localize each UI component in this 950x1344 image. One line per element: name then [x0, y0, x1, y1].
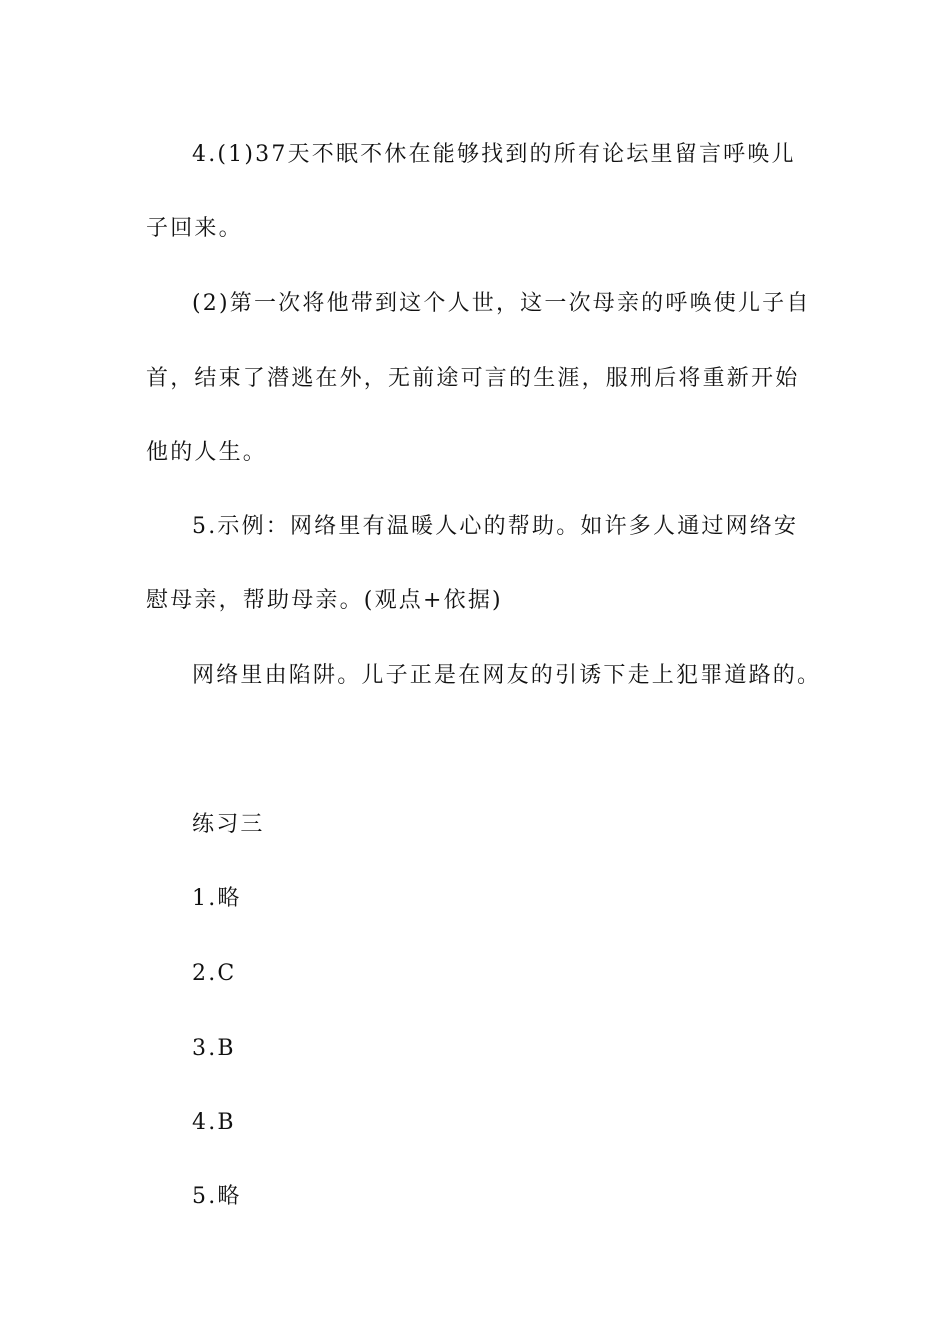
answer-item: 1.略 — [192, 886, 242, 911]
answer-item: 3.B — [192, 1036, 236, 1061]
q4-part2-line3: 他的人生。 — [146, 440, 268, 465]
q5-line3: 网络里由陷阱。儿子正是在网友的引诱下走上犯罪道路的。 — [192, 663, 822, 688]
q5-line1: 5.示例：网络里有温暖人心的帮助。如许多人通过网络安 — [192, 514, 799, 539]
answer-item: 4.B — [192, 1110, 236, 1135]
answer-item: 5.略 — [192, 1184, 242, 1209]
q4-part1-line1: 4.(1)37天不眠不休在能够找到的所有论坛里留言呼唤儿 — [192, 142, 796, 167]
q4-part1-line2: 子回来。 — [146, 216, 243, 241]
section-title: 练习三 — [192, 812, 265, 837]
q4-part2-line1: (2)第一次将他带到这个人世，这一次母亲的呼唤使儿子自 — [192, 291, 811, 316]
q5-line2: 慰母亲，帮助母亲。(观点+依据) — [146, 588, 503, 613]
q4-part2-line2: 首，结束了潜逃在外，无前途可言的生涯，服刑后将重新开始 — [146, 366, 800, 391]
answer-item: 2.C — [192, 961, 237, 986]
